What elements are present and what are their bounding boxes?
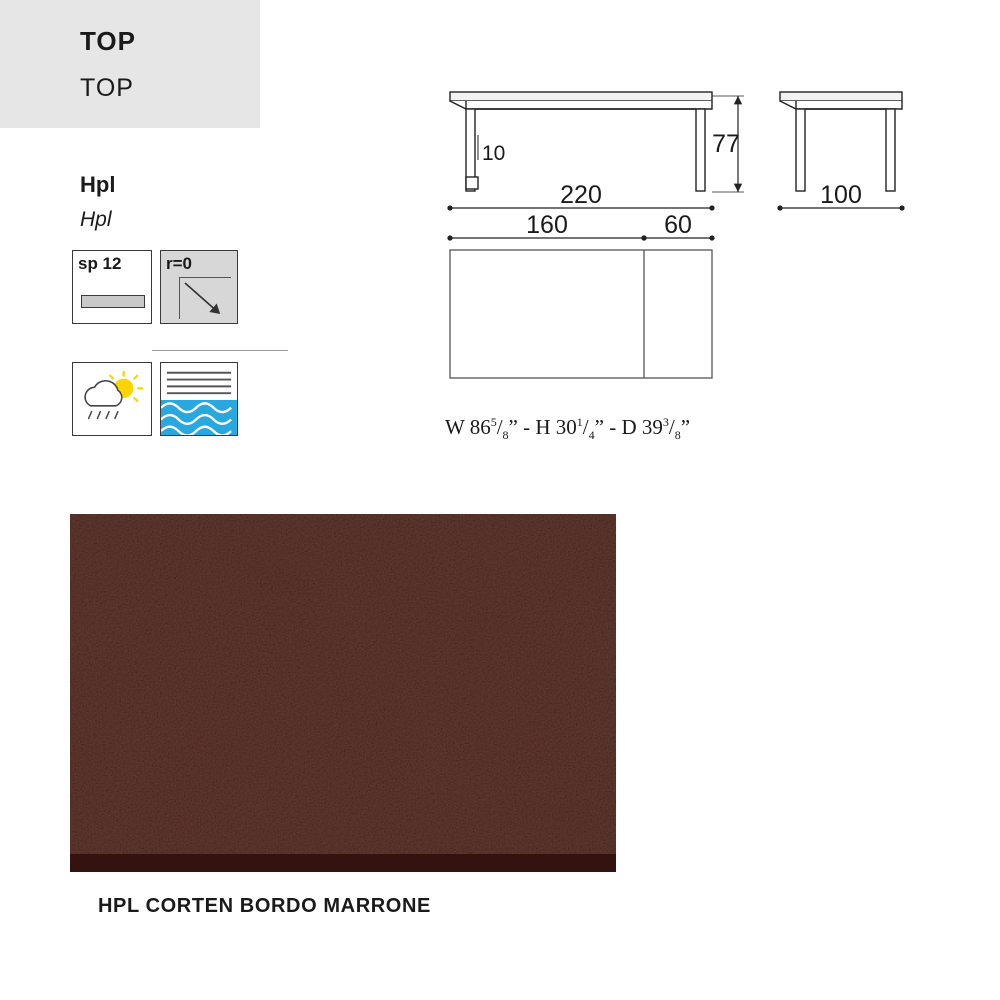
imperial-height-suffix: ” [594,415,604,439]
imperial-width-den: 8 [502,428,509,443]
spec-box-radius [160,250,238,324]
drawing-height-label: 77 [712,130,740,158]
spec-box-thickness [72,250,152,324]
page-subtitle: TOP [80,74,134,102]
material-name: Hpl [80,172,116,197]
drawing-thickness-label: 10 [482,142,506,165]
pictogram-water [160,362,238,436]
drawing-plan-left-label: 160 [526,211,568,239]
swatch-image [70,514,616,872]
drawing-plan-right-label: 60 [664,211,692,239]
imperial-width-num: 5 [490,415,497,429]
swatch-edge-band [70,854,616,872]
corten-texture [70,514,616,872]
material-name-italic: Hpl [80,208,112,231]
corner-arrow-icon [183,281,227,319]
drawing-depth-label: 100 [820,181,862,209]
imperial-sep-2: - D 39 [603,415,663,439]
imperial-dimensions: W $86^5/_8$” - H $30^1/_4$” - D $39^3/_8$” [445,415,691,443]
water-waves-icon [161,363,237,435]
imperial-width-prefix: W 86 [445,415,491,439]
imperial-depth-num: 3 [662,415,669,429]
page-title: TOP [80,26,136,56]
spec-label-thickness: sp 12 [78,254,122,273]
drawing-width-label: 220 [560,181,602,209]
imperial-depth-den: 8 [674,428,681,443]
swatch-caption: HPL CORTEN BORDO MARRONE [98,895,431,917]
sun-cloud-rain-icon [73,363,151,435]
material-swatch [70,514,616,872]
imperial-height-den: 4 [588,428,595,443]
spec-label-radius: r=0 [166,254,192,273]
imperial-sep-1: - H 30 [517,415,577,439]
imperial-depth-suffix: ” [680,415,691,439]
technical-drawings [420,60,980,460]
header-block [0,0,260,128]
imperial-width-suffix: ” [508,415,518,439]
imperial-height-num: 1 [576,415,583,429]
thickness-bar-icon [81,295,145,308]
pictogram-divider [152,350,288,351]
pictogram-weather [72,362,152,436]
